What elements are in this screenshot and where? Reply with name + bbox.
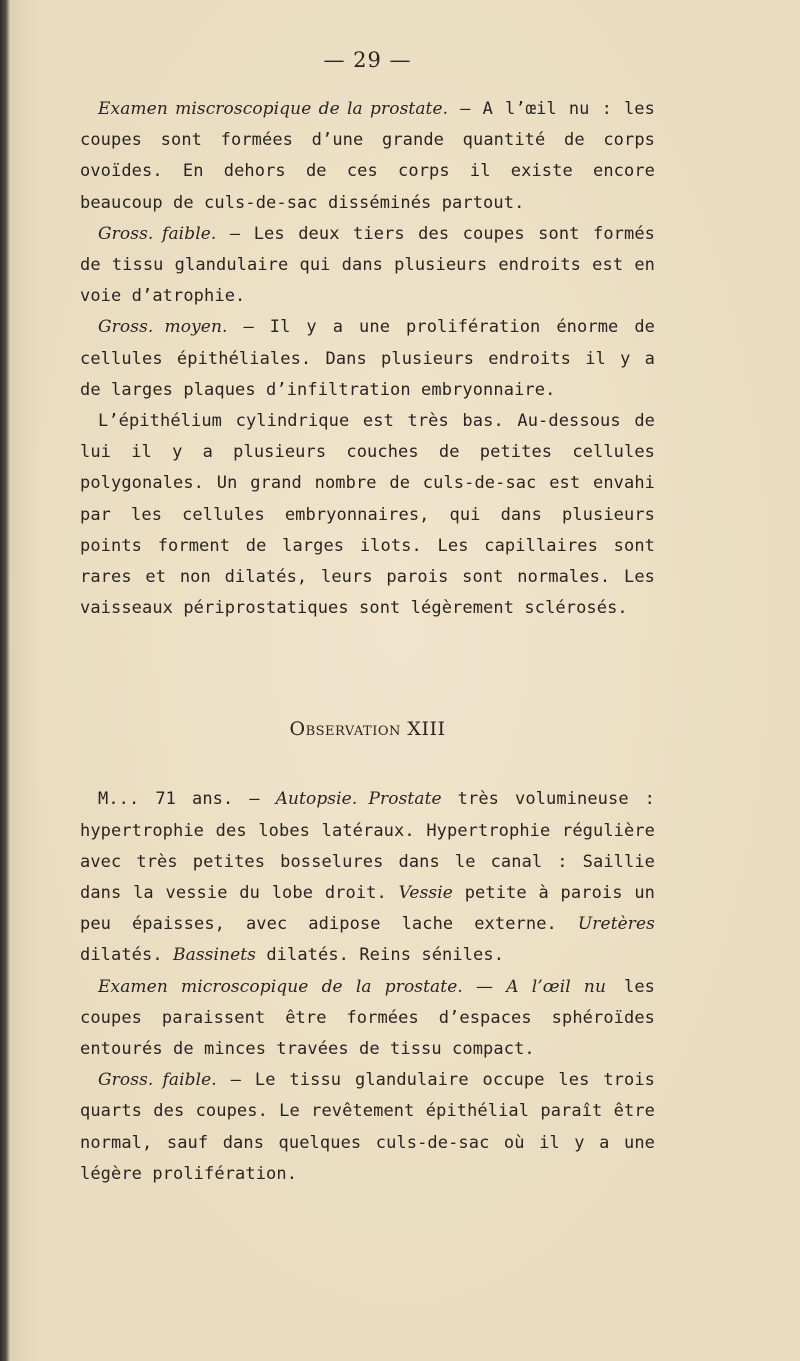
paragraph-text: — Les deux tiers des coupes sont formés de tissu glandulaire qui dans plusieurs endroits est en voie d’atrophie. [80, 223, 655, 307]
paragraph-lead: Examen microscopique de la prostate. — A l’œil nu [98, 976, 607, 997]
page-number: — 29 — [323, 48, 412, 72]
text-segment: M... 71 ans. — [98, 789, 276, 810]
book-page [80, 48, 655, 1190]
italic-segment: Bassinets [173, 945, 256, 966]
italic-segment: Autopsie. Prostate [275, 789, 442, 810]
paragraph-autopsie [80, 784, 655, 971]
text-segment: très volumineuse : hypertrophie des lobes latéraux. Hypertrophie régulière avec très petites bosselures dans le canal : Saillie dans la vessie du lobe droit. [80, 789, 655, 904]
paragraph-lead: Gross. faible. [98, 223, 217, 244]
paragraph-gross-faible-1 [80, 219, 655, 313]
observation-heading: Observation XIII [289, 718, 446, 741]
paragraph-text: L’épithélium cylindrique est très bas. Au-dessous de lui il y a plusieurs couches de petites cellules polygonales. Un grand nombre de culs-de-sac est envahi par les cellules embryonnaires, qui dans plusieurs points forment de larges ilots. Les capillaires sont rares et non dilatés, leurs parois sont normales. Les vaisseaux périprostatiques sont légèrement sclérosés. [80, 411, 655, 619]
paragraph-examen-2 [80, 972, 655, 1066]
paragraph-text: les coupes paraissent être formées d’espaces sphéroïdes entourés de minces travées de tissu compact. [80, 976, 656, 1060]
binding-edge [0, 0, 10, 1361]
paragraph-examen-1 [80, 94, 655, 219]
text-segment: petite à parois un peu épaisses, avec adipose lache externe. [80, 883, 655, 935]
paragraph-text: — A l’œil nu : les coupes sont formées d’une grande quantité de corps ovoïdes. En dehors de ces corps il existe encore beaucoup de culs-de-sac disséminés partout. [80, 99, 655, 213]
text-segment: dilatés. Reins séniles. [256, 945, 505, 966]
text-segment: dilatés. [80, 945, 174, 966]
paragraph-gross-faible-2 [80, 1065, 655, 1190]
paragraph-lead: Gross. faible. [98, 1070, 217, 1091]
paragraph-text: — Il y a une prolifération énorme de cellules épithéliales. Dans plusieurs endroits il y a de larges plaques d’infiltration embryonnaire. [80, 317, 656, 400]
italic-segment: Uretères [577, 914, 655, 935]
paragraph-text: — Le tissu glandulaire occupe les trois quarts des coupes. Le revêtement épithélial paraît être normal, sauf dans quelques culs-de-sac où il y a une légère prolifération. [80, 1070, 655, 1184]
paragraph-gross-moyen [80, 312, 655, 406]
paragraph-epithelium [80, 406, 655, 624]
italic-segment: Vessie [398, 883, 453, 904]
paragraph-lead: Gross. moyen. [98, 317, 228, 338]
paragraph-lead: Examen miscroscopique de la prostate. [98, 99, 449, 119]
